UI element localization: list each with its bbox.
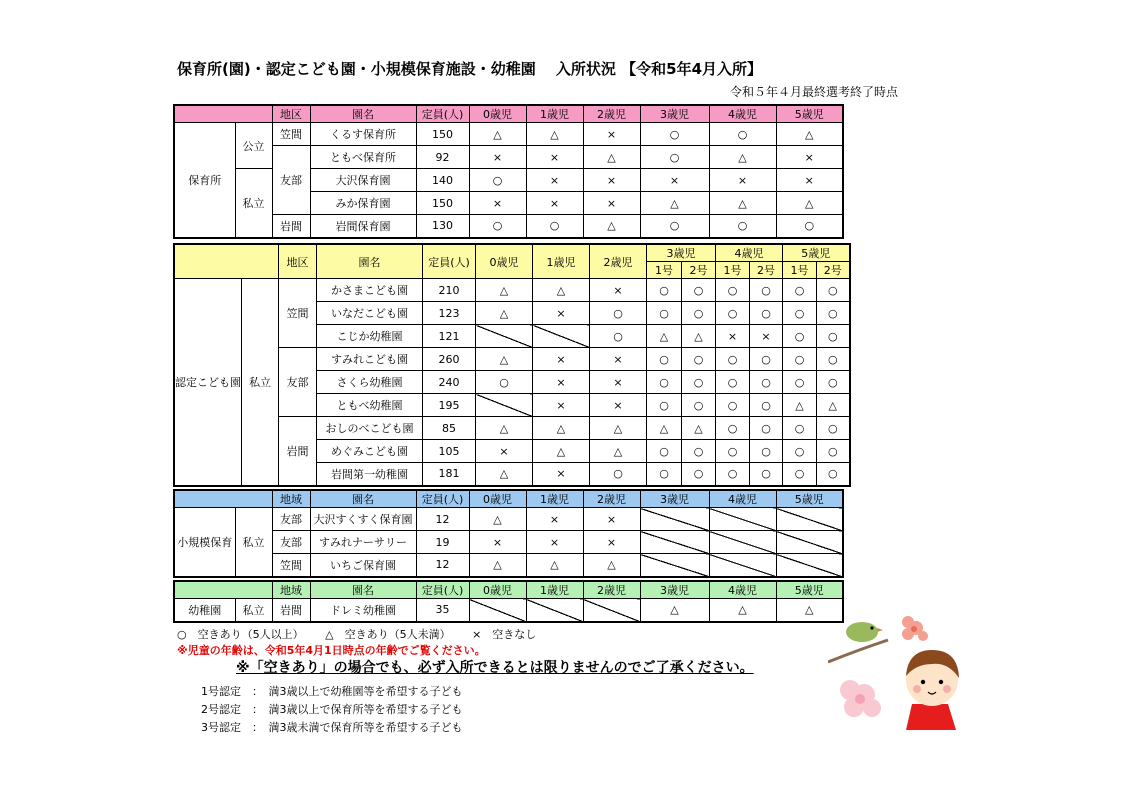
status-cell: △ xyxy=(469,123,526,146)
status-cell: ○ xyxy=(590,463,647,486)
capacity-cell: 92 xyxy=(416,146,469,169)
header-region: 地域 xyxy=(272,490,310,508)
status-cell: ○ xyxy=(709,215,776,238)
as-of-date: 令和５年４月最終選考終了時点 xyxy=(730,85,899,99)
status-cell: ○ xyxy=(682,394,716,417)
capacity-cell: 240 xyxy=(423,371,476,394)
not-applicable-cell xyxy=(640,531,709,554)
status-cell: ○ xyxy=(750,394,783,417)
page-title: 保育所(園)・認定こども園・小規模保育施設・幼稚園 入所状況 【令和5年4月入所】 xyxy=(177,60,763,78)
header-age1: 1歳児 xyxy=(526,105,583,123)
status-cell: × xyxy=(709,169,776,192)
status-cell: × xyxy=(533,371,590,394)
status-cell: ○ xyxy=(716,279,750,302)
status-cell: △ xyxy=(533,279,590,302)
status-cell: △ xyxy=(533,440,590,463)
status-cell: ○ xyxy=(750,463,783,486)
status-cell: × xyxy=(469,192,526,215)
status-cell: × xyxy=(716,325,750,348)
header-age5: 5歳児 xyxy=(776,490,843,508)
status-cell: ○ xyxy=(469,215,526,238)
header-age0: 0歳児 xyxy=(469,581,526,599)
status-cell: ○ xyxy=(783,371,817,394)
capacity-cell: 150 xyxy=(416,192,469,215)
facility-name: ともべ幼稚園 xyxy=(317,394,423,417)
capacity-cell: 130 xyxy=(416,215,469,238)
status-cell: △ xyxy=(709,146,776,169)
header-age5: 5歳児 xyxy=(776,581,843,599)
status-cell: ○ xyxy=(716,440,750,463)
child-bird-illustration xyxy=(828,610,978,730)
status-cell: × xyxy=(469,146,526,169)
header-blank xyxy=(174,105,272,123)
status-cell: ○ xyxy=(776,215,843,238)
category-cell: 認定こども園 xyxy=(174,279,242,486)
header-age1: 1歳児 xyxy=(526,490,583,508)
header-type1: 1号 xyxy=(716,262,750,279)
status-cell: ○ xyxy=(783,440,817,463)
status-cell: △ xyxy=(709,599,776,622)
status-cell: △ xyxy=(647,325,682,348)
header-age1: 1歳児 xyxy=(526,581,583,599)
status-cell: ○ xyxy=(526,215,583,238)
facility-name: ドレミ幼稚園 xyxy=(310,599,416,622)
status-cell: ○ xyxy=(817,371,850,394)
capacity-cell: 123 xyxy=(423,302,476,325)
not-applicable-cell xyxy=(776,531,843,554)
header-name: 園名 xyxy=(317,244,423,279)
area-cell: 笠間 xyxy=(279,279,317,348)
status-cell: ○ xyxy=(750,417,783,440)
capacity-cell: 140 xyxy=(416,169,469,192)
status-cell: △ xyxy=(640,192,709,215)
status-cell: ○ xyxy=(716,371,750,394)
capacity-cell: 150 xyxy=(416,123,469,146)
status-cell: △ xyxy=(583,554,640,577)
status-cell: ○ xyxy=(817,279,850,302)
legend-few: △ 空きあり（5人未満） xyxy=(325,628,451,641)
facility-name: 大沢保育園 xyxy=(310,169,416,192)
header-age5: 5歳児 xyxy=(783,244,850,262)
status-cell: × xyxy=(583,531,640,554)
header-type1: 1号 xyxy=(783,262,817,279)
nursery-table xyxy=(173,104,844,239)
capacity-cell: 12 xyxy=(416,554,469,577)
not-applicable-cell xyxy=(476,394,533,417)
status-cell: ○ xyxy=(682,371,716,394)
status-cell: △ xyxy=(776,599,843,622)
status-cell: ○ xyxy=(817,417,850,440)
status-cell: × xyxy=(776,146,843,169)
status-cell: ○ xyxy=(750,302,783,325)
category-cell: 小規模保育 xyxy=(174,508,235,577)
status-cell: △ xyxy=(526,123,583,146)
status-cell: △ xyxy=(476,302,533,325)
status-cell: △ xyxy=(682,325,716,348)
capacity-cell: 195 xyxy=(423,394,476,417)
status-cell: ○ xyxy=(716,394,750,417)
status-cell: ○ xyxy=(750,279,783,302)
facility-name: いなだこども園 xyxy=(317,302,423,325)
status-cell: △ xyxy=(647,417,682,440)
status-cell: △ xyxy=(709,192,776,215)
status-cell: ○ xyxy=(817,325,850,348)
capacity-cell: 85 xyxy=(423,417,476,440)
private-label: 私立 xyxy=(235,599,272,622)
header-type2: 2号 xyxy=(682,262,716,279)
capacity-cell: 210 xyxy=(423,279,476,302)
area-cell: 友部 xyxy=(272,531,310,554)
plum-blossom-icon xyxy=(902,616,928,641)
status-cell: △ xyxy=(590,440,647,463)
status-cell: ○ xyxy=(716,463,750,486)
private-label: 私立 xyxy=(242,279,279,486)
header-age2: 2歳児 xyxy=(583,490,640,508)
status-cell: ○ xyxy=(682,279,716,302)
capacity-cell: 260 xyxy=(423,348,476,371)
table-row xyxy=(174,215,843,238)
status-cell: × xyxy=(526,531,583,554)
status-cell: × xyxy=(476,440,533,463)
definition-type3: 3号認定 ： 満3歳未満で保育所等を希望する子ども xyxy=(201,721,463,734)
status-cell: ○ xyxy=(469,169,526,192)
status-cell: ○ xyxy=(716,417,750,440)
status-cell: △ xyxy=(469,554,526,577)
status-cell: △ xyxy=(783,394,817,417)
status-cell: ○ xyxy=(783,325,817,348)
status-cell: × xyxy=(526,192,583,215)
area-cell: 笠間 xyxy=(272,123,310,146)
facility-name: いちご保育園 xyxy=(310,554,416,577)
status-cell: × xyxy=(533,302,590,325)
status-cell: × xyxy=(526,169,583,192)
header-age1: 1歳児 xyxy=(533,244,590,279)
status-cell: ○ xyxy=(817,440,850,463)
table-row xyxy=(174,146,843,169)
status-cell: ○ xyxy=(590,302,647,325)
status-cell: × xyxy=(583,169,640,192)
status-cell: ○ xyxy=(783,279,817,302)
not-applicable-cell xyxy=(526,599,583,622)
area-cell: 友部 xyxy=(279,348,317,417)
capacity-cell: 181 xyxy=(423,463,476,486)
header-age4: 4歳児 xyxy=(709,581,776,599)
header-name: 園名 xyxy=(310,105,416,123)
status-cell: × xyxy=(526,508,583,531)
bird-icon xyxy=(846,622,883,642)
header-age4: 4歳児 xyxy=(709,105,776,123)
capacity-cell: 12 xyxy=(416,508,469,531)
status-cell: △ xyxy=(533,417,590,440)
status-cell: × xyxy=(590,371,647,394)
status-cell: △ xyxy=(476,348,533,371)
status-cell: ○ xyxy=(682,440,716,463)
facility-name: すみれナーサリー xyxy=(310,531,416,554)
child-icon xyxy=(906,650,959,730)
status-cell: × xyxy=(583,123,640,146)
status-cell: △ xyxy=(583,146,640,169)
status-cell: ○ xyxy=(817,463,850,486)
private-label: 私立 xyxy=(235,169,272,238)
legend-many: ○ 空きあり（5人以上） xyxy=(177,628,304,641)
private-label: 私立 xyxy=(235,508,272,577)
branch-icon xyxy=(828,640,888,662)
header-capacity: 定員(人) xyxy=(416,581,469,599)
kindergarten-table xyxy=(173,580,844,623)
header-area: 地区 xyxy=(272,105,310,123)
category-cell: 幼稚園 xyxy=(174,599,235,622)
status-cell: ○ xyxy=(817,348,850,371)
facility-name: おしのべこども園 xyxy=(317,417,423,440)
table-row xyxy=(174,508,843,531)
status-cell: ○ xyxy=(590,325,647,348)
facility-name: めぐみこども園 xyxy=(317,440,423,463)
status-cell: × xyxy=(640,169,709,192)
header-blank xyxy=(174,490,272,508)
not-applicable-cell xyxy=(776,508,843,531)
not-applicable-cell xyxy=(469,599,526,622)
facility-name: すみれこども園 xyxy=(317,348,423,371)
facility-name: こじか幼稚園 xyxy=(317,325,423,348)
not-applicable-cell xyxy=(776,554,843,577)
status-cell: × xyxy=(533,394,590,417)
header-capacity: 定員(人) xyxy=(416,490,469,508)
header-age0: 0歳児 xyxy=(476,244,533,279)
status-cell: ○ xyxy=(640,123,709,146)
status-cell: ○ xyxy=(716,302,750,325)
header-age3: 3歳児 xyxy=(640,581,709,599)
facility-name: みか保育園 xyxy=(310,192,416,215)
status-cell: ○ xyxy=(647,394,682,417)
status-cell: △ xyxy=(476,463,533,486)
status-cell: ○ xyxy=(647,371,682,394)
table-row xyxy=(174,599,843,622)
age-note: ※児童の年齢は、令和5年4月1日時点の年齢でご覧ください。 xyxy=(177,644,486,657)
status-cell: ○ xyxy=(783,348,817,371)
area-cell: 岩間 xyxy=(279,417,317,486)
status-cell: ○ xyxy=(647,302,682,325)
status-cell: ○ xyxy=(716,348,750,371)
not-applicable-cell xyxy=(640,554,709,577)
status-cell: ○ xyxy=(783,417,817,440)
header-age4: 4歳児 xyxy=(716,244,783,262)
status-cell: ○ xyxy=(709,123,776,146)
table-row xyxy=(174,554,843,577)
definition-type1: 1号認定 ： 満3歳以上で幼稚園等を希望する子ども xyxy=(201,685,463,698)
kodomoen-table xyxy=(173,243,851,487)
not-applicable-cell xyxy=(533,325,590,348)
status-cell: ○ xyxy=(647,348,682,371)
facility-name: 岩間保育園 xyxy=(310,215,416,238)
status-cell: × xyxy=(526,146,583,169)
status-cell: ○ xyxy=(682,348,716,371)
not-applicable-cell xyxy=(709,508,776,531)
status-cell: × xyxy=(590,348,647,371)
facility-name: かさまこども園 xyxy=(317,279,423,302)
status-cell: △ xyxy=(776,123,843,146)
capacity-cell: 35 xyxy=(416,599,469,622)
header-age0: 0歳児 xyxy=(469,105,526,123)
header-region: 地域 xyxy=(272,581,310,599)
area-cell: 岩間 xyxy=(272,599,310,622)
status-cell: ○ xyxy=(750,348,783,371)
status-cell: ○ xyxy=(750,371,783,394)
status-cell: × xyxy=(533,463,590,486)
facility-name: さくら幼稚園 xyxy=(317,371,423,394)
table-row xyxy=(174,279,850,302)
facility-name: 大沢すくすく保育園 xyxy=(310,508,416,531)
status-cell: × xyxy=(583,508,640,531)
header-age3: 3歳児 xyxy=(640,105,709,123)
capacity-cell: 19 xyxy=(416,531,469,554)
header-blank xyxy=(174,581,272,599)
status-cell: ○ xyxy=(682,463,716,486)
status-cell: × xyxy=(533,348,590,371)
header-age2: 2歳児 xyxy=(583,581,640,599)
header-age4: 4歳児 xyxy=(709,490,776,508)
header-blank xyxy=(174,244,279,279)
status-cell: ○ xyxy=(682,302,716,325)
header-age2: 2歳児 xyxy=(583,105,640,123)
facility-name: ともべ保育所 xyxy=(310,146,416,169)
public-label: 公立 xyxy=(235,123,272,169)
category-cell: 保育所 xyxy=(174,123,235,238)
header-name: 園名 xyxy=(310,490,416,508)
not-applicable-cell xyxy=(583,599,640,622)
status-cell: ○ xyxy=(647,463,682,486)
header-age0: 0歳児 xyxy=(469,490,526,508)
status-cell: × xyxy=(469,531,526,554)
status-cell: ○ xyxy=(640,215,709,238)
status-cell: △ xyxy=(583,215,640,238)
availability-note: ※「空きあり」の場合でも、必ず入所できるとは限りませんのでご了承ください。 xyxy=(236,660,754,676)
status-cell: × xyxy=(590,279,647,302)
header-age2: 2歳児 xyxy=(590,244,647,279)
plum-blossom-icon xyxy=(840,680,881,717)
header-type2: 2号 xyxy=(817,262,850,279)
status-cell: △ xyxy=(590,417,647,440)
status-cell: △ xyxy=(776,192,843,215)
header-type1: 1号 xyxy=(647,262,682,279)
header-type2: 2号 xyxy=(750,262,783,279)
header-age3: 3歳児 xyxy=(640,490,709,508)
status-cell: △ xyxy=(469,508,526,531)
status-cell: △ xyxy=(817,394,850,417)
status-cell: ○ xyxy=(817,302,850,325)
not-applicable-cell xyxy=(476,325,533,348)
status-cell: ○ xyxy=(750,440,783,463)
status-cell: △ xyxy=(476,417,533,440)
status-cell: △ xyxy=(640,599,709,622)
legend xyxy=(177,626,554,642)
status-cell: ○ xyxy=(783,463,817,486)
header-age3: 3歳児 xyxy=(647,244,716,262)
area-cell: 友部 xyxy=(272,508,310,531)
table-row xyxy=(174,531,843,554)
not-applicable-cell xyxy=(640,508,709,531)
definition-type2: 2号認定 ： 満3歳以上で保育所等を希望する子ども xyxy=(201,703,463,716)
header-capacity: 定員(人) xyxy=(416,105,469,123)
status-cell: △ xyxy=(526,554,583,577)
certification-definitions xyxy=(201,683,463,737)
area-cell: 友部 xyxy=(272,146,310,215)
status-cell: ○ xyxy=(640,146,709,169)
header-age5: 5歳児 xyxy=(776,105,843,123)
status-cell: ○ xyxy=(476,371,533,394)
status-cell: × xyxy=(750,325,783,348)
table-row xyxy=(174,123,843,146)
small-scale-table xyxy=(173,489,844,578)
area-cell: 岩間 xyxy=(272,215,310,238)
status-cell: × xyxy=(776,169,843,192)
header-name: 園名 xyxy=(310,581,416,599)
status-cell: ○ xyxy=(647,279,682,302)
legend-none: × 空きなし xyxy=(472,628,537,641)
header-capacity: 定員(人) xyxy=(423,244,476,279)
not-applicable-cell xyxy=(709,531,776,554)
status-cell: × xyxy=(590,394,647,417)
area-cell: 笠間 xyxy=(272,554,310,577)
status-cell: × xyxy=(583,192,640,215)
facility-name: くるす保育所 xyxy=(310,123,416,146)
capacity-cell: 121 xyxy=(423,325,476,348)
capacity-cell: 105 xyxy=(423,440,476,463)
facility-name: 岩間第一幼稚園 xyxy=(317,463,423,486)
status-cell: ○ xyxy=(647,440,682,463)
status-cell: △ xyxy=(476,279,533,302)
status-cell: △ xyxy=(682,417,716,440)
not-applicable-cell xyxy=(709,554,776,577)
header-area: 地区 xyxy=(279,244,317,279)
status-cell: ○ xyxy=(783,302,817,325)
